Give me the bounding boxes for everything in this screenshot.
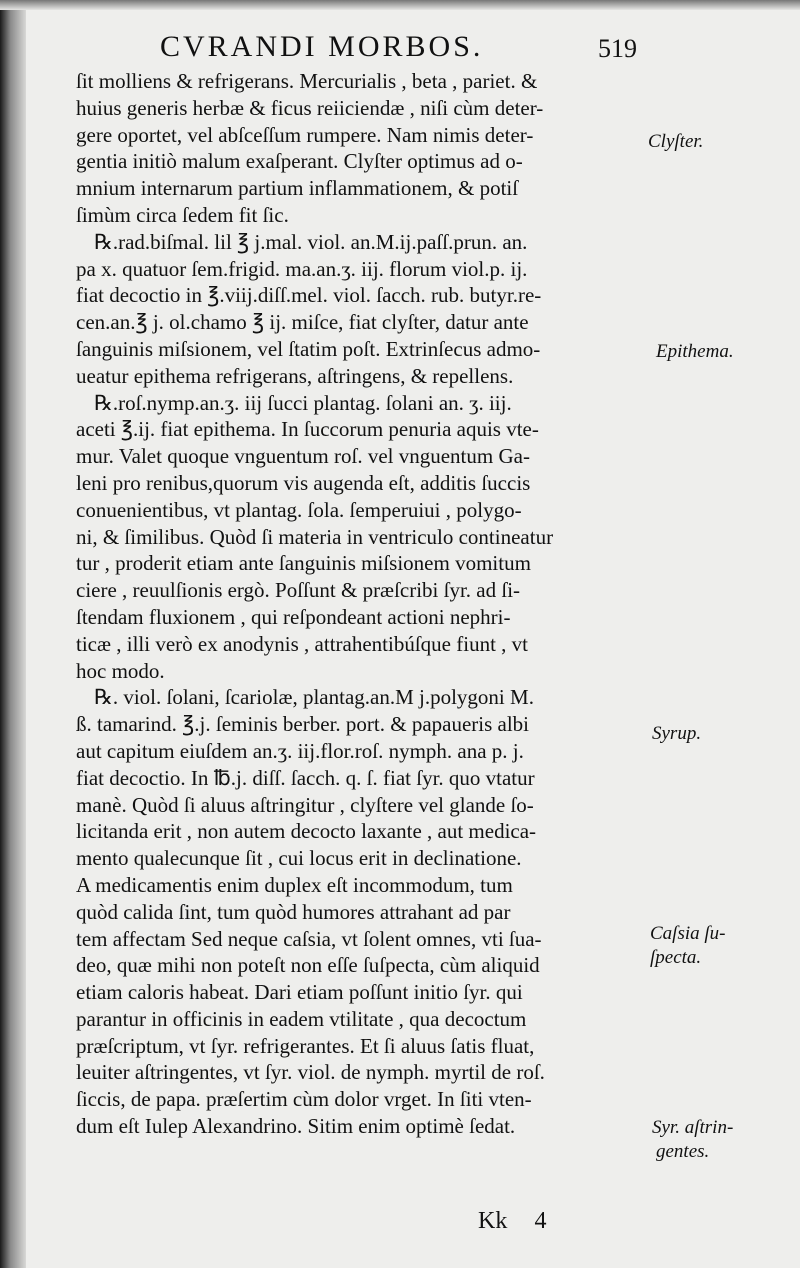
text-line: conuenientibus, vt plantag. ſola. ſemperuiui , polygo-	[76, 497, 522, 522]
text-line: ſtendam fluxionem , qui reſpondeant actioni nephri-	[76, 604, 511, 629]
text-line: ß. tamarind. ℥.j. ſeminis berber. port. & papaueris albi	[76, 712, 530, 737]
page-footer	[478, 1208, 598, 1244]
running-title: CVRANDI MORBOS.	[160, 30, 484, 63]
text-line: cen.an.℥ j. ol.chamo ℥ ij. miſce, fiat clyſter, datur ante	[76, 310, 529, 335]
text-line: ni, & ſimilibus. Quòd ſi materia in ventriculo contineatur	[76, 524, 554, 549]
text-line: gere oportet, vel abſceſſum rumpere. Nam nimis deter-	[76, 122, 534, 147]
text-line: A medicamentis enim duplex eſt incommodum, tum	[76, 872, 513, 897]
margin-note-syr-astringentes-2: gentes.	[656, 1141, 710, 1162]
text-line: parantur in officinis in eadem vtilitate , qua decoctum	[76, 1006, 527, 1031]
text-line: licitanda erit , non autem decocto laxante , aut medica-	[76, 819, 537, 844]
text-line: deo, quæ mihi non poteſt non eſſe ſuſpecta, cùm aliquid	[76, 953, 540, 978]
text-line: dum eſt Iulep Alexandrino. Sitim enim optimè ſedat.	[76, 1114, 516, 1139]
signature-mark: Kk	[478, 1208, 508, 1234]
margin-note-epithema: Epithema.	[656, 341, 734, 362]
text-line: tem affectam Sed neque caſsia, vt ſolent omnes, vti ſua-	[76, 926, 542, 951]
text-line: pa x. quatuor ſem.frigid. ma.an.ʒ. iij. florum viol.p. ij.	[76, 256, 528, 281]
text-line: ſit molliens & refrigerans. Mercurialis , beta , pariet. &	[76, 69, 538, 93]
page-number: 519	[598, 34, 637, 63]
text-line: mento qualecunque ſit , cui locus erit in declinatione.	[76, 846, 522, 871]
text-line: ſimùm circa ſedem fit ſic.	[76, 202, 289, 227]
text-line: ℞. viol. ſolani, ſcariolæ, plantag.an.M j.polygoni M.	[94, 685, 534, 710]
text-line: aceti ℥.ij. fiat epithema. In ſuccorum penuria aquis vte-	[76, 417, 539, 442]
text-line: fiat decoctio. In ℔.j. diſſ. ſacch. q. ſ. fiat ſyr. quo vtatur	[76, 765, 535, 790]
page-top-shadow	[0, 0, 800, 10]
text-line: aut capitum eiuſdem an.ʒ. iij.flor.roſ. nymph. ana p. j.	[76, 738, 524, 763]
text-line: præſcriptum, vt ſyr. refrigerantes. Et ſi aluus ſatis fluat,	[76, 1033, 535, 1058]
text-line: ſiccis, de papa. præſertim cùm dolor vrget. In ſiti vten-	[76, 1087, 532, 1112]
signature-number: 4	[534, 1208, 547, 1234]
text-line: mur. Valet quoque vnguentum roſ. vel vnguentum Ga-	[76, 444, 530, 469]
margin-note-clyster: Clyſter.	[648, 131, 704, 152]
text-line: gentia initiò malum exaſperant. Clyſter optimus ad o-	[76, 149, 523, 174]
page-header	[0, 30, 800, 70]
text-line: ciere , reuulſionis ergò. Poſſunt & præſcribi ſyr. ad ſi-	[76, 578, 521, 603]
text-line: tur , proderit etiam ante ſanguinis miſsionem vomitum	[76, 551, 531, 576]
margin-note-syrup: Syrup.	[652, 723, 702, 744]
margin-note-syr-astringentes-1: Syr. aſtrin-	[652, 1117, 734, 1138]
page-gutter-shadow	[0, 0, 26, 1268]
text-line: etiam caloris habeat. Dari etiam poſſunt initio ſyr. qui	[76, 980, 523, 1005]
text-line: hoc modo.	[76, 658, 165, 683]
margin-note-cassia-1: Caſsia ſu-	[650, 923, 726, 944]
text-line: leni pro renibus,quorum vis augenda eſt, additis ſuccis	[76, 470, 531, 495]
text-line: huius generis herbæ & ficus reiiciendæ , niſi cùm deter-	[76, 95, 544, 120]
text-line: quòd calida ſint, tum quòd humores attrahant ad par	[76, 899, 511, 924]
text-line: ticæ , illi verò ex anodynis , attrahentibúſque fiunt , vt	[76, 631, 528, 656]
text-line: manè. Quòd ſi aluus aſtringitur , clyſtere vel glande ſo-	[76, 792, 534, 817]
text-line: ueatur epithema refrigerans, aſtringens, & repellens.	[76, 363, 514, 388]
main-text-block	[76, 68, 654, 1140]
text-line: mnium internarum partium inflammationem, & potiſ	[76, 176, 519, 201]
text-line: ℞.rad.biſmal. lil ℥ j.mal. viol. an.M.ij.paſſ.prun. an.	[94, 229, 528, 254]
text-line: ſanguinis miſsionem, vel ſtatim poſt. Extrinſecus admo-	[76, 336, 541, 361]
text-line: fiat decoctio in ℥.viij.diſſ.mel. viol. ſacch. rub. butyr.re-	[76, 283, 542, 308]
text-line: ℞.roſ.nymp.an.ʒ. iij ſucci plantag. ſolani an. ʒ. iij.	[94, 390, 512, 415]
text-line: leuiter aſtringentes, vt ſyr. viol. de nymph. myrtil de roſ.	[76, 1060, 545, 1085]
margin-note-cassia-2: ſpecta.	[650, 947, 702, 968]
